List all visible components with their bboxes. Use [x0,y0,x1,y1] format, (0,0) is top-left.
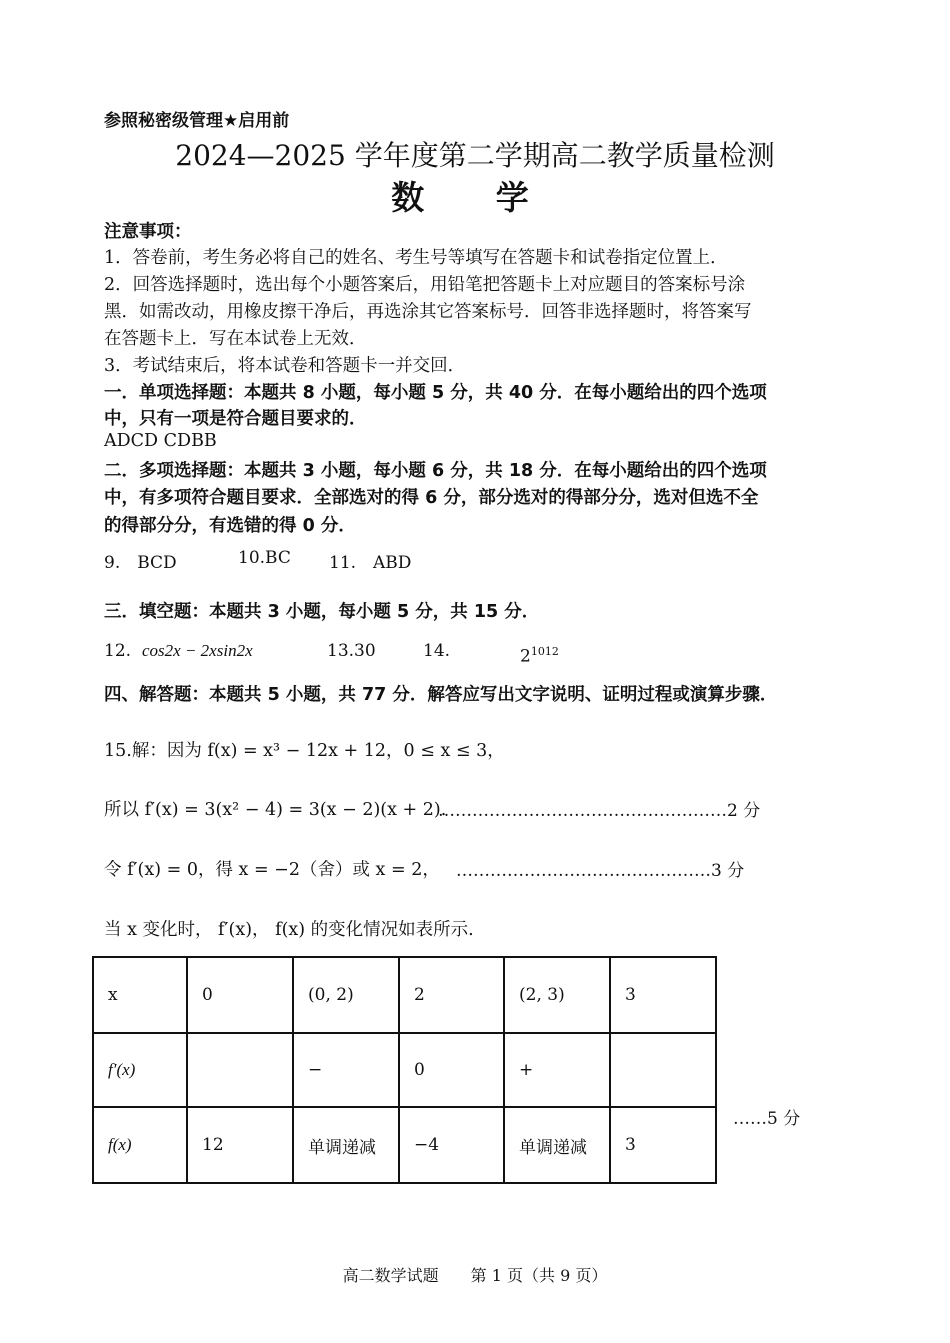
answer-13: 13.30 [327,641,376,661]
notice-item: 2．回答选择题时，选出每个小题答案后，用铅笔把答题卡上对应题目的答案标号涂 [104,275,746,295]
answer-9: 9. BCD [104,553,177,573]
notice-item: 1．答卷前，考生务必将自己的姓名、考生号等填写在答题卡和试卷指定位置上． [104,248,728,268]
section2-heading: 二．多项选择题：本题共 3 小题，每小题 6 分，共 18 分．在每小题给出的四个选项 [104,461,767,481]
table-cell: 单调递减 [504,1107,610,1183]
table-cell: −4 [399,1107,504,1183]
exam-title: 2024—2025 学年度第二学期高二教学质量检测 [175,139,775,172]
table-cell: + [504,1033,610,1107]
q15-line-4: 当 x 变化时， f′(x)， f(x) 的变化情况如表所示. [104,920,474,940]
table-cell: 2 [399,957,504,1033]
answer-14 [520,645,559,667]
answer-14-exponent: 1012 [530,645,559,658]
section1-heading-cont: 中，只有一项是符合题目要求的． [104,409,367,429]
section1-heading: 一．单项选择题：本题共 8 小题，每小题 5 分，共 40 分．在每小题给出的四个选项 [104,383,767,403]
table-cell: x [93,957,187,1033]
answer-12-label: 12. [104,641,132,661]
q15-score-3: ………………………………………3 分 [456,861,745,881]
secrecy-label: 参照秘密级管理★启用前 [104,111,290,131]
section4-heading: 四、解答题：本题共 5 小题，共 77 分．解答应写出文字说明、证明过程或演算步骤． [104,685,778,705]
table-cell: f′(x) [93,1033,187,1107]
table-cell: 0 [399,1033,504,1107]
table-cell: 单调递减 [293,1107,399,1183]
table-cell: − [293,1033,399,1107]
section2-heading-cont: 的得部分分，有选错的得 0 分． [104,516,356,536]
answer-11: 11. ABD [329,553,412,573]
table-cell: 12 [187,1107,293,1183]
q15-line-1: 15.解：因为 f(x) = x³ − 12x + 12，0 ≤ x ≤ 3， [104,741,505,761]
subject-title: 数 学 [391,178,559,217]
notice-item: 黑．如需改动，用橡皮擦干净后，再选涂其它答案标号．回答非选择题时，将答案写 [104,302,752,322]
section3-heading: 三．填空题：本题共 3 小题，每小题 5 分，共 15 分． [104,602,540,622]
answer-14-label: 14. [423,641,451,661]
q15-line-3: 令 f′(x) = 0，得 x = −2（舍）或 x = 2， [104,860,440,880]
q15-score-2: ……………………………………………2 分 [438,801,761,821]
table-score: ……5 分 [733,1109,801,1129]
variation-table [92,956,717,1184]
table-row [93,957,716,1033]
page-footer: 高二数学试题 第 1 页（共 9 页） [342,1266,608,1285]
table-cell [187,1033,293,1107]
section2-heading-cont: 中，有多项符合题目要求．全部选对的得 6 分，部分选对的得部分分，选对但选不全 [104,488,759,508]
table-cell: (0, 2) [293,957,399,1033]
section1-answers: ADCD CDBB [104,431,217,451]
notice-item: 3．考试结束后，将本试卷和答题卡一并交回． [104,356,466,376]
table-cell: 0 [187,957,293,1033]
table-row [93,1107,716,1183]
answer-14-base: 2 [520,646,531,667]
notice-heading: 注意事项： [104,222,192,242]
notice-item: 在答题卡上．写在本试卷上无效． [104,329,367,349]
table-cell: 3 [610,1107,716,1183]
answer-10: 10.BC [238,548,291,568]
table-cell: f(x) [93,1107,187,1183]
table-cell [610,1033,716,1107]
answer-12: cos2x − 2xsin2x [142,641,253,660]
q15-line-2: 所以 f′(x) = 3(x² − 4) = 3(x − 2)(x + 2). [104,800,447,820]
table-row [93,1033,716,1107]
table-cell: 3 [610,957,716,1033]
table-cell: (2, 3) [504,957,610,1033]
